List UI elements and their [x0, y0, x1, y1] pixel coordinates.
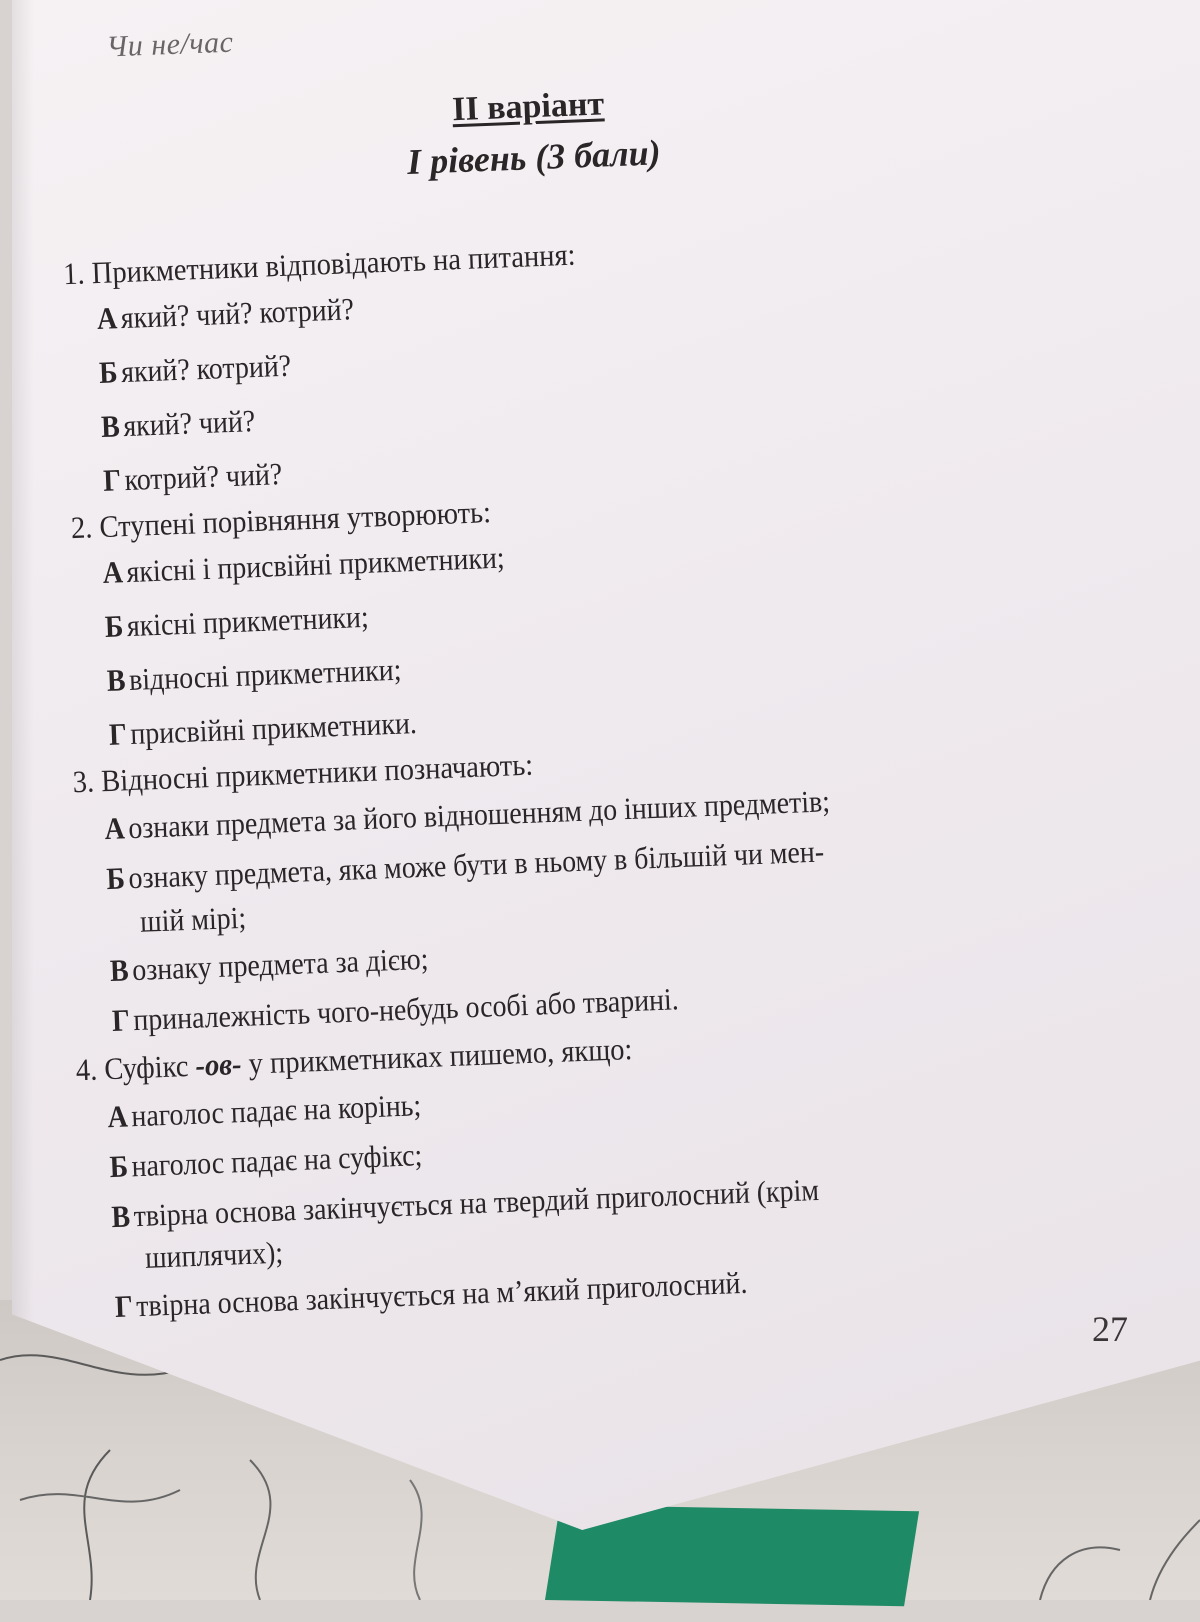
- option-letter: А: [96, 300, 118, 337]
- option-letter: Б: [105, 860, 126, 897]
- option-letter: А: [106, 1098, 129, 1135]
- option-letter: Г: [114, 1288, 134, 1325]
- option-text: твірна основа закінчується на м’який приголосний.: [135, 1264, 748, 1324]
- option-text: ознаку предмета, яка може бути в ньому в більшій чи мен-: [127, 833, 825, 896]
- option-text: якісні прикметники;: [126, 598, 370, 644]
- option-letter: В: [109, 952, 130, 988]
- question-4-prefix: 4. Суфікс: [75, 1047, 197, 1088]
- question-1-option-d: [103, 456, 283, 499]
- question-3-option-b: [106, 834, 825, 898]
- question-1-option-b: [98, 348, 291, 391]
- question-2-option-c: [106, 652, 402, 699]
- question-3-option-b-continuation: шій мірі;: [139, 899, 247, 939]
- option-letter: Б: [108, 1148, 129, 1185]
- option-text: котрий? чий?: [123, 456, 283, 498]
- option-text: ознаку предмета за дією;: [131, 940, 429, 988]
- header-fragment: Чи не/час: [105, 25, 234, 64]
- option-letter: А: [103, 810, 126, 847]
- option-text: відносні прикметники;: [128, 651, 403, 698]
- question-4-option-c-continuation: шиплячих);: [144, 1234, 284, 1275]
- option-text: приналежність чого-небудь особі або тварині.: [132, 981, 680, 1038]
- page-number: 27: [1092, 1309, 1128, 1349]
- question-1-option-c: [100, 403, 255, 445]
- option-letter: В: [110, 1198, 131, 1235]
- question-4-option-d: [114, 1265, 748, 1325]
- option-text: ознаки предмета за його відношенням до інших предметів;: [127, 783, 831, 846]
- question-4: [75, 1031, 633, 1088]
- question-3-option-c: [109, 941, 429, 989]
- option-text: присвійні прикметники.: [129, 705, 418, 752]
- option-letter: В: [100, 408, 121, 444]
- question-2-option-b: [104, 599, 369, 645]
- option-letter: Б: [104, 608, 124, 644]
- question-2: 2. Ступені порівняння утворюють:: [70, 494, 492, 546]
- option-letter: Б: [98, 354, 119, 390]
- option-text: який? чий?: [122, 403, 256, 444]
- question-2-option-d: [108, 705, 417, 753]
- option-letter: Г: [111, 1002, 131, 1038]
- option-text: який? котрий?: [120, 347, 292, 390]
- question-1-option-a: [96, 291, 354, 337]
- option-text: наголос падає на корінь;: [130, 1087, 422, 1134]
- question-4-rest: у прикметниках пишемо, якщо:: [240, 1031, 633, 1082]
- question-4-option-c: [111, 1172, 820, 1235]
- option-letter: В: [106, 662, 127, 698]
- option-text: твірна основа закінчується на твердий приголосний (крім: [133, 1171, 820, 1234]
- suffix-ov: -ов-: [194, 1046, 243, 1083]
- option-letter: А: [102, 554, 124, 590]
- question-4-option-a: [107, 1087, 422, 1135]
- question-1: 1. Прикметники відповідають на питання:: [62, 236, 577, 292]
- level-title: I рівень (3 бали): [406, 132, 662, 182]
- variant-title: II варіант: [451, 85, 605, 129]
- option-letter: Г: [102, 462, 122, 498]
- question-2-option-a: [102, 540, 505, 591]
- option-text: якісні і присвійні прикметники;: [125, 539, 506, 590]
- question-3: 3. Відносні прикметники позначають:: [72, 746, 534, 800]
- option-text: який? чий? котрий?: [120, 291, 355, 336]
- option-text: наголос падає на суфікс;: [130, 1137, 423, 1184]
- option-letter: Г: [108, 716, 128, 752]
- question-3-option-d: [111, 981, 679, 1039]
- question-4-option-b: [109, 1137, 423, 1185]
